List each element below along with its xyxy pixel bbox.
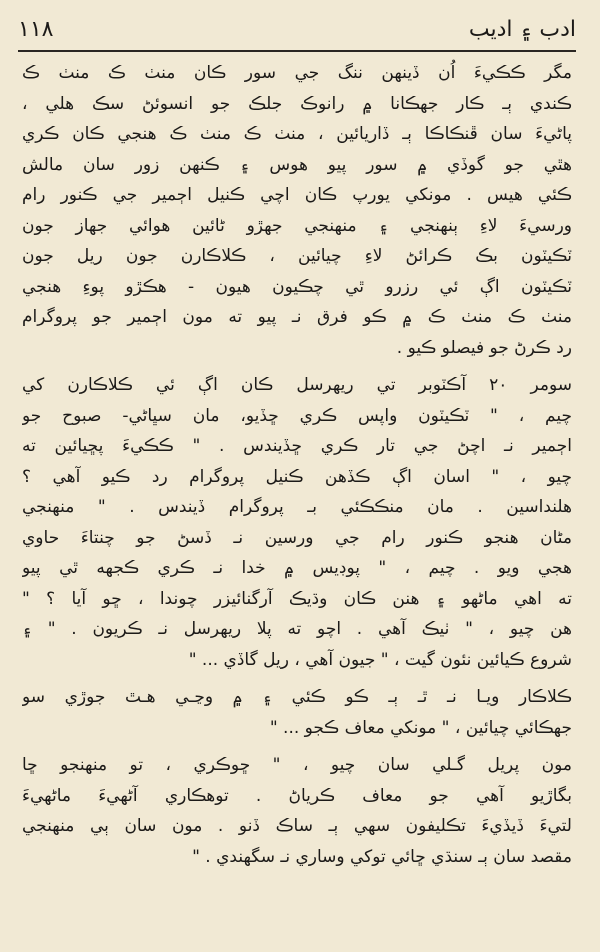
text-line: مقصد سان ٻـ سنڌي ڇائي توکي وساري نـ سگهندي . " — [192, 846, 572, 867]
text-line: چيو ، " اسان اڳ ڪڏهن ڪنيل پروگرام رد ڪيو آهي ؟ — [22, 466, 572, 487]
text-line: ڪندي ٻـ ڪار جهڪانا ۾ رانوڪ جلڪ جو انسوئڻ سڪ هلي ، — [22, 93, 572, 114]
text-line: ٽڪيٽون بڪ ڪرائڻ لاءِ چيائين ، ڪلاڪارن جون ريل جون — [22, 246, 572, 266]
text-line: رد ڪرڻ جو فيصلو ڪيو . — [396, 337, 572, 358]
text-line: ورسيءَ لاءِ ٻنهنجي ۽ منهنجي جهڙو ڻائين هوائي جهاز جون — [22, 215, 572, 236]
paragraph-4 — [22, 750, 572, 872]
text-line: مون پريل گـلي سان چيو ، " ڇوڪري ، تو منهنجو ڇا — [22, 755, 572, 775]
paragraph-2 — [22, 370, 572, 675]
text-line: مگر ڪڪيءَ اُن ڏينهن ننگ جي سور ڪان منٺ ڪ منٺ ڪ — [22, 63, 572, 83]
text-line: ته اهي ماڻهو ۽ هنن ڪان وڌيڪ آرگنائيزر چوندا ، ڇو آيا ؟ " — [22, 588, 572, 609]
text-line: جهڪائي چيائين ، " مونکي معاف ڪجو ... " — [269, 717, 572, 738]
text-line: منٺ ڪ منٺ ڪ ۾ ڪو فرق نـ پيو ته مون اڄمير جو پروگرام — [22, 307, 572, 327]
text-line: بگاڙيو آهي جو معاف ڪرياڻ . توهڪاري آڻهيءَ ماڻهيءَ — [22, 785, 572, 806]
page-header — [18, 10, 576, 48]
text-line: شروع ڪيائين نئون گيت ، " جيون آهي ، ريل گاڏي ... " — [188, 649, 572, 670]
page-number: ١١٨ — [18, 16, 54, 42]
text-line: ٽڪيٽون اڳ ئي رزرو ٿي چڪيون هيون - هڪڙو پوءِ هنجي — [22, 276, 572, 297]
text-line: هجي ويو . چيم ، " پوڊيس ۾ خدا نـ ڪري ڪجهه ٿي پيو — [22, 558, 572, 578]
body-text — [22, 58, 572, 872]
paragraph-3 — [22, 682, 572, 743]
text-line: هن چيو ، " ٺيڪ آهي . اچو ته پلا ريهرسل نـ ڪريون . " ۽ — [22, 619, 572, 639]
text-line: لتيءَ ڏيڏيءَ تڪليفون سهي ٻـ ساڪ ڏنو . مون سان ٻي منهنجي — [22, 816, 572, 836]
text-line: هٿي جو گوڏي ۾ سور پيو هوس ۽ ڪنهن زور سان مالش — [22, 154, 572, 175]
text-line: چيم ، " ٽڪيٽون واپس ڪري ڇڏيو، مان سڀاڻي- صبوح جو — [22, 405, 572, 426]
header-rule — [18, 50, 576, 52]
text-line: ڪئي هيس . مونکي يورپ ڪان اچي ڪنيل اڄمير جي ڪنور رام — [22, 185, 572, 205]
text-line: مڻان هنجو ڪنور رام جي ورسين نـ ڏسڻ جو چنتاءَ حاوي — [22, 527, 572, 548]
text-line: پاڻيءَ سان ڦنڪاڪا ٻـ ڏاريائين ، منٺ ڪ منٺ ڪ هنجي ڪان ڪري — [22, 124, 572, 144]
running-title: ادب ۽ اديب — [468, 16, 576, 42]
text-line: اڄمير نـ اچڻ جي تار ڪري ڇڏيندس . " ڪڪيءَ پڇيائين ته — [22, 436, 572, 456]
text-line: سومر ٢٠ آڪٽوبر تي ريهرسل ڪان اڳ ئي ڪلاڪارن کي — [22, 375, 572, 395]
text-line: ڪلاڪار ويـا نـ ٿـ ٻـ ڪو ڪئي ۽ ۾ وڃـي هـٿ جوڙي سو — [22, 687, 572, 707]
paragraph-1 — [22, 58, 572, 363]
text-line: هلنداسين . مان منڪڪئي بـ پروگرام ڏيندس . " منهنجي — [22, 497, 572, 517]
